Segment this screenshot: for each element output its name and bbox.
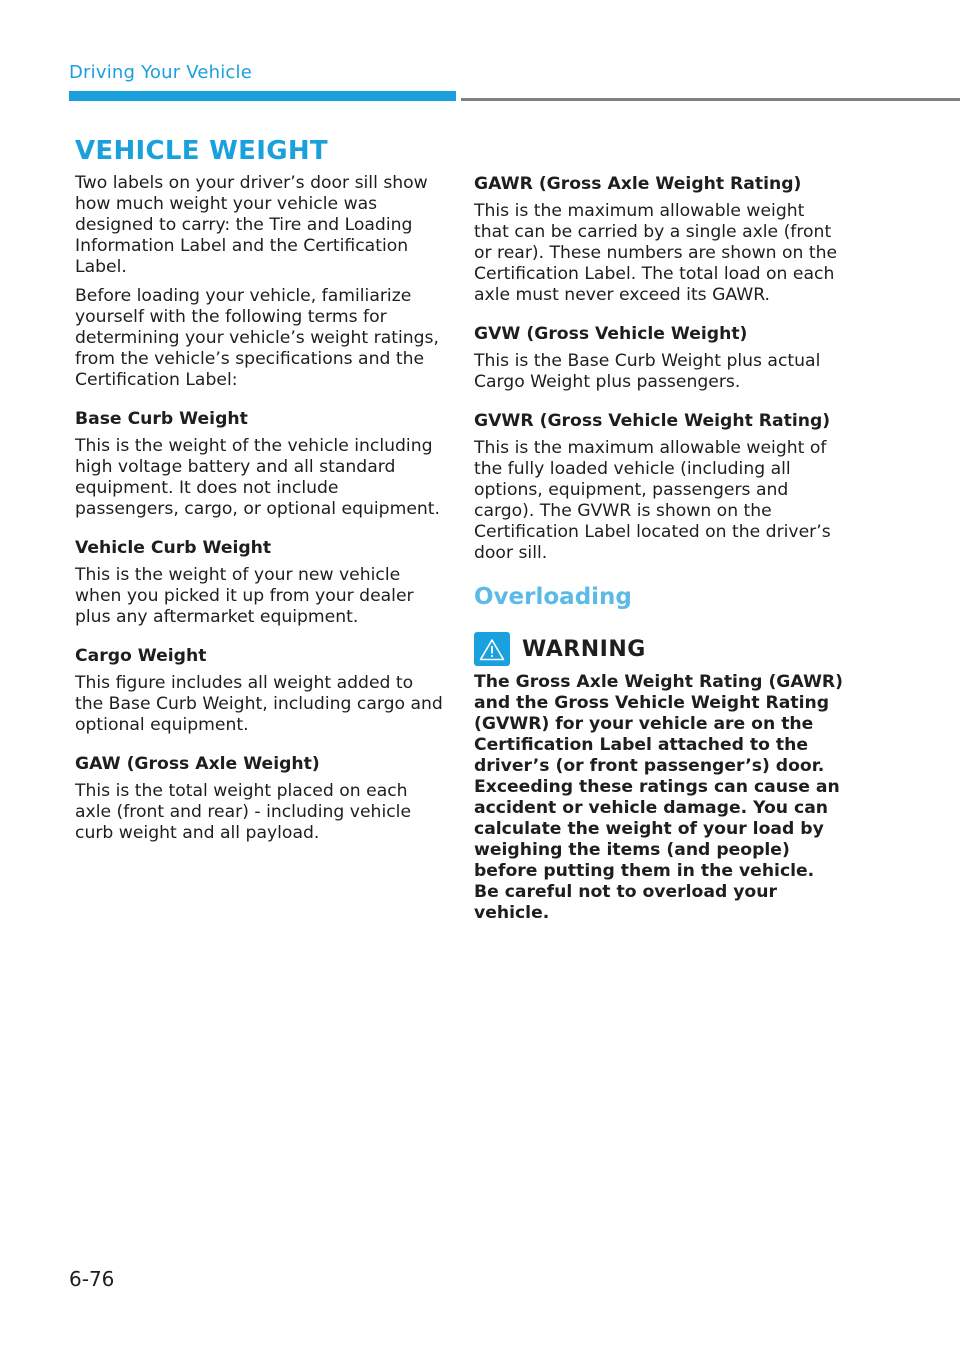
left-column xyxy=(75,173,445,852)
term-heading-vehicle-curb-weight: Vehicle Curb Weight xyxy=(75,538,272,558)
warning-header xyxy=(474,632,844,666)
term-heading-gvw: GVW (Gross Vehicle Weight) xyxy=(474,324,748,344)
term-heading-gvwr: GVWR (Gross Vehicle Weight Rating) xyxy=(474,411,831,431)
term-text-gvw: This is the Base Curb Weight plus actual Cargo Weight plus passengers. xyxy=(474,351,821,392)
term-text-base-curb-weight: This is the weight of the vehicle including high voltage battery and all standard equipment. It does not include passengers, cargo, or optional equipment. xyxy=(75,436,440,519)
warning-label: WARNING xyxy=(522,636,646,662)
term-text-gawr: This is the maximum allowable weight that can be carried by a single axle (front or rear). These numbers are shown on the Certification Label. The total load on each axle must never exceed its GAWR. xyxy=(474,201,838,305)
term-heading-base-curb-weight: Base Curb Weight xyxy=(75,409,248,429)
term-text-cargo-weight: This figure includes all weight added to the Base Curb Weight, including cargo and optional equipment. xyxy=(75,673,443,735)
term-heading-gaw: GAW (Gross Axle Weight) xyxy=(75,754,320,774)
header-accent-bar xyxy=(69,91,456,101)
page-number: 6-76 xyxy=(69,1267,115,1291)
term-heading-cargo-weight: Cargo Weight xyxy=(75,646,207,666)
warning-triangle-icon xyxy=(474,632,510,666)
right-column xyxy=(474,174,844,924)
header-section-title: Driving Your Vehicle xyxy=(69,62,252,83)
term-text-vehicle-curb-weight: This is the weight of your new vehicle when you picked it up from your dealer plus any aftermarket equipment. xyxy=(75,565,414,627)
subsection-title-overloading: Overloading xyxy=(474,584,632,610)
warning-block xyxy=(474,632,844,924)
intro-paragraph: Two labels on your driver’s door sill show how much weight your vehicle was designed to carry: the Tire and Loading Information Label and the Certification Label. xyxy=(75,173,428,277)
warning-text: The Gross Axle Weight Rating (GAWR) and the Gross Vehicle Weight Rating (GVWR) for your vehicle are on the Certification Label attached to the driver’s (or front passenger’s) door. Exceeding these ratings can cause an accident or vehicle damage. You can calculate the weight of your load by weighing the items (and people) before putting them in the vehicle. Be careful not to overload your vehicle. xyxy=(474,672,843,923)
intro-paragraph-2: Before loading your vehicle, familiarize yourself with the following terms for determining your vehicle’s weight ratings, from the vehicle’s specifications and the Certification Label: xyxy=(75,286,439,390)
page-title: VEHICLE WEIGHT xyxy=(75,136,328,166)
term-text-gaw: This is the total weight placed on each axle (front and rear) - including vehicle curb weight and all payload. xyxy=(75,781,412,843)
term-heading-gawr: GAWR (Gross Axle Weight Rating) xyxy=(474,174,802,194)
term-text-gvwr: This is the maximum allowable weight of the fully loaded vehicle (including all options, equipment, passengers and cargo). The GVWR is shown on the Certification Label located on the driver’s door sill. xyxy=(474,438,831,563)
header-divider-line xyxy=(461,98,960,101)
